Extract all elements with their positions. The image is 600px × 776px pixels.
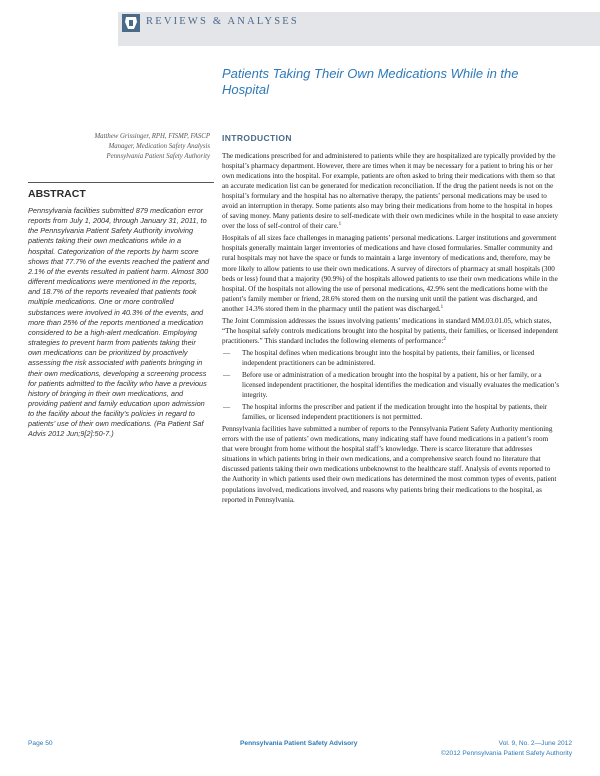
section-label: REVIEWS & ANALYSES (146, 16, 299, 27)
abstract-text: Pennsylvania facilities submitted 879 medication error reports from July 1, 2004, through January 31, 2011, to the Pennsylvania Patient Safety Authority involving patients taking their own medications while in a hospital. Categorization of the reports by harm score shows that 77.7% of the events reached the patient and 2.1% of the events resulted in patient harm. Almost 300 different medications were mentioned in the reports, and 18.7% of the reports revealed that patients took multiple medications. One or more controlled substances were involved in 40.3% of the events, and more than 25% of the reports mentioned a medication considered to be a high-alert medication. Employing strategies to prevent harm from patients taking their own medications can be prioritized by proactively assessing the risk associated with patients bringing in their own medications, developing a screening process for patients admitted to the facility who have a previous history of bringing in their own medications, and providing patient and family education upon admission to the facility about the facility’s policies in regard to patients’ use of their own medications. (Pa Patient Saf Advis 2012 Jun;9[2]:50-7.) (28, 206, 210, 439)
author-block (40, 132, 210, 162)
body-paragraph: Pennsylvania facilities have submitted a number of reports to the Pennsylvania Patient Safety Authority mentioning errors with the use of patients’ own medications, many indicating staff have found medications in a patient’s room that were brought from home without the hospital staff’s knowledge. There is scarce literature that addresses situations in which patients bring in their own medications, and a comprehensive search found no literature that discussed patients taking their own medications unbeknownst to the healthcare staff. Analysis of events reported to the Authority in which patients used their own medications has determined the most common types of events, patient populations involved, medications involved, and reasons why patients bring their medications to the hospital, as reported in Pennsylvania. (222, 425, 557, 504)
body-paragraph: The Joint Commission addresses the issues involving patients’ medications in standard MM.03.01.05, which states, “The hospital safely controls medications brought into the hospital by patients, their families, or licensed independent practitioners.” This standard includes the following elements of performance:$^2$ (222, 316, 559, 345)
dash-bullet: — (223, 370, 231, 379)
abstract-heading: ABSTRACT (28, 188, 86, 200)
list-item: — The hospital defines when medications brought into the hospital by patients, their families, or licensed independent practitioners can be administered. (223, 348, 535, 367)
copyright: ©2012 Pennsylvania Patient Safety Authority (441, 750, 572, 757)
author-affiliation: Pennsylvania Patient Safety Authority (106, 153, 210, 160)
article-body (222, 151, 560, 507)
reference-marker: 1 (338, 222, 342, 228)
article-title: Patients Taking Their Own Medications While in the Hospital (222, 66, 519, 97)
introduction-heading: INTRODUCTION (222, 133, 292, 143)
keystone-logo-icon (122, 14, 140, 32)
dash-bullet: — (223, 403, 231, 412)
publication-name: Pennsylvania Patient Safety Advisory (240, 740, 358, 747)
list-item: — The hospital informs the prescriber and patient if the medication brought into the hospital by patients, their families, or licensed independent practitioners is not permitted. (223, 403, 548, 422)
abstract-divider (28, 182, 214, 183)
body-paragraph: The medications prescribed for and administered to patients while they are hospitalized are typically provided by the hospital’s pharmacy department. However, there are times when it may be necessary for a patient to bring his or her own medications into the hospital. For example, patients are often asked to bring their medications with them so that an accurate medication list can be generated for medication reconciliation. If the drug the patient needs is not on the hospital’s formulary and the hospital has no alternative therapy, the patients’ personal medications may be used to avoid an interruption in therapy. Some patients also may bring their medications from home to the hospital in hopes of saving money. Many patients desire to self-medicate with their own medicines while in the hospital to ease anxiety over the loss of self-control of their care.$^1$ (222, 152, 559, 231)
reference-marker: 1 (440, 304, 444, 310)
performance-elements-list (222, 348, 560, 422)
reference-marker: 2 (443, 336, 446, 342)
author-name: Matthew Grissinger, RPH, FISMP, FASCP (94, 133, 210, 140)
dash-bullet: — (223, 348, 231, 357)
page-number: Page 50 (28, 740, 53, 747)
author-title: Manager, Medication Safety Analysis (108, 143, 210, 150)
list-item: — Before use or administration of a medication brought into the hospital by a patient, his or her family, or a licensed independent practitioner, the hospital identifies the medication and visually evaluates the medication’s integrity. (223, 370, 560, 400)
body-paragraph: Hospitals of all sizes face challenges in managing patients’ personal medications. Larger institutions and government hospitals generally maintain larger inventories of medications and have closed formularies. Smaller community and rural hospitals may not have the space or funds to maintain a large inventory of medications and, therefore, may be more likely to allow patients to use their own medications. A survey of directors of pharmacy at small hospitals (300 beds or less) found that a majority (90.9%) of the hospitals allowed patients to use their own medications while in the hospital. Of the hospitals not allowing the use of personal medications, 42.9% sent the medications home with the patient’s family member or friend, 28.6% stored them on the nursing unit until the patient was discharged, and another 14.3% stored them in the pharmacy until the patient was discharged.$^1$ (222, 234, 558, 313)
issue-info: Vol. 9, No. 2—June 2012 (498, 740, 572, 747)
